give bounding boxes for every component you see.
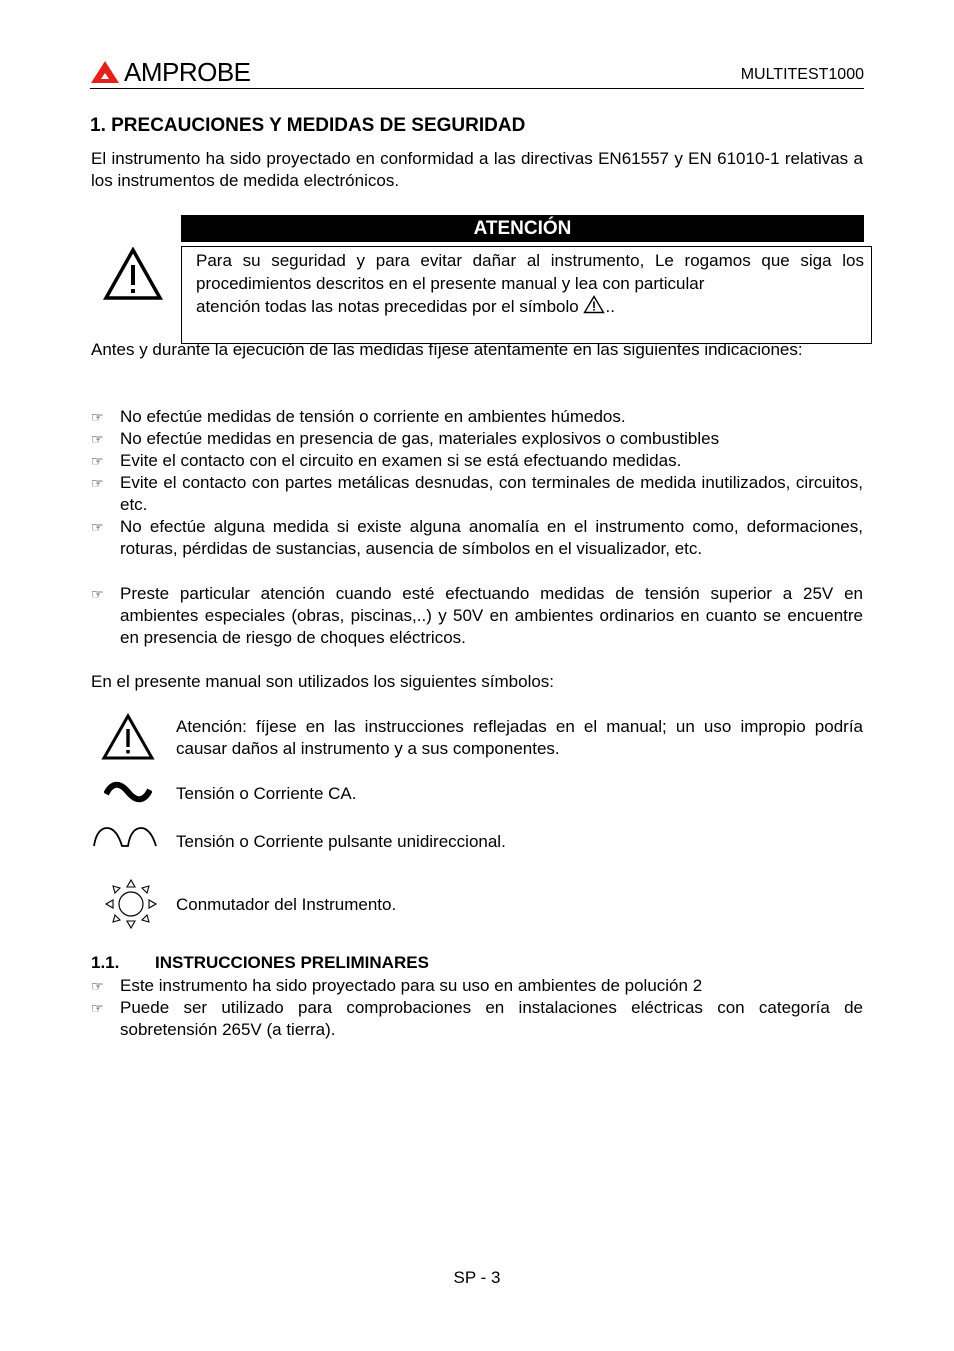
list-item: ☞ Preste particular atención cuando esté efectuando medidas de tensión superior a 25V en ambientes especiales (obras, piscinas,..) y 50V en ambientes ordinarios en cuanto se encuentre en presencia de riesgo de choques eléctricos. (91, 584, 863, 647)
brand-name: AMPROBE (124, 57, 251, 87)
list-item: ☞ Evite el contacto con partes metálicas desnudas, con terminales de medida inutilizados, circuitos, etc. (91, 473, 863, 514)
list-item: ☞ Puede ser utilizado para comprobaciones en instalaciones eléctricas con categoría de sobretensión 265V (a tierra). (91, 998, 863, 1039)
list-item: ☞ Este instrumento ha sido proyectado para su uso en ambientes de polución 2 (91, 976, 703, 995)
section-intro: El instrumento ha sido proyectado en conformidad a las directivas EN61557 y EN 61010-1 relativas a los instrumentos de medida electrónicos. (91, 149, 863, 190)
section-title: 1. PRECAUCIONES Y MEDIDAS DE SEGURIDAD (90, 115, 526, 136)
symbols-intro: En el presente manual son utilizados los siguientes símbolos: (91, 672, 555, 691)
symbol-description: Atención: fíjese en las instrucciones reflejadas en el manual; un uso impropio podría causar daños al instrumento y a sus componentes. (176, 717, 863, 758)
warning-triangle-icon (101, 713, 155, 761)
list-item: ☞ No efectúe alguna medida si existe alguna anomalía en el instrumento como, deformaciones, roturas, pérdidas de sustancias, ausencia de símbolos en el visualizador, etc. (91, 517, 863, 558)
brand-logo (90, 58, 251, 86)
pointing-hand-icon: ☞ (91, 978, 104, 994)
page-number: SP - 3 (453, 1268, 501, 1287)
list-item: ☞ No efectúe medidas de tensión o corriente en ambientes húmedos. (91, 407, 626, 426)
subsection-number: 1.1. (91, 953, 120, 972)
pointing-hand-icon: ☞ (91, 586, 104, 602)
rotary-switch-icon (104, 879, 158, 929)
symbol-description: Conmutador del Instrumento. (176, 895, 397, 914)
header-divider (90, 88, 864, 89)
subsection-title: INSTRUCCIONES PRELIMINARES (155, 953, 429, 972)
pointing-hand-icon: ☞ (91, 475, 104, 491)
pointing-hand-icon: ☞ (91, 431, 104, 447)
attention-box (181, 246, 872, 344)
before-measure-text: Antes y durante la ejecución de las medidas fíjese atentamente en las siguientes indicaciones: (91, 340, 803, 359)
pointing-hand-icon: ☞ (91, 1000, 104, 1016)
brand-triangle-icon (90, 60, 120, 84)
pulsating-wave-icon (92, 826, 160, 848)
pointing-hand-icon: ☞ (91, 409, 104, 425)
attention-text-last: atención todas las notas precedidas por el símbolo .. (196, 297, 615, 316)
small-warning-icon (583, 295, 605, 314)
attention-text: Para su seguridad y para evitar dañar al instrumento, Le rogamos que siga los procedimientos descritos en el presente manual y lea con particular (196, 251, 864, 293)
ac-wave-icon (104, 780, 152, 806)
list-item: ☞ Evite el contacto con el circuito en examen si se está efectuando medidas. (91, 451, 682, 470)
pointing-hand-icon: ☞ (91, 453, 104, 469)
warning-triangle-icon (103, 247, 163, 301)
symbol-description: Tensión o Corriente pulsante unidireccional. (176, 832, 506, 851)
product-name: MULTITEST1000 (740, 66, 864, 83)
attention-title: ATENCIÓN (181, 215, 864, 242)
pointing-hand-icon: ☞ (91, 519, 104, 535)
list-item: ☞ No efectúe medidas en presencia de gas, materiales explosivos o combustibles (91, 429, 720, 448)
symbol-description: Tensión o Corriente CA. (176, 784, 357, 803)
